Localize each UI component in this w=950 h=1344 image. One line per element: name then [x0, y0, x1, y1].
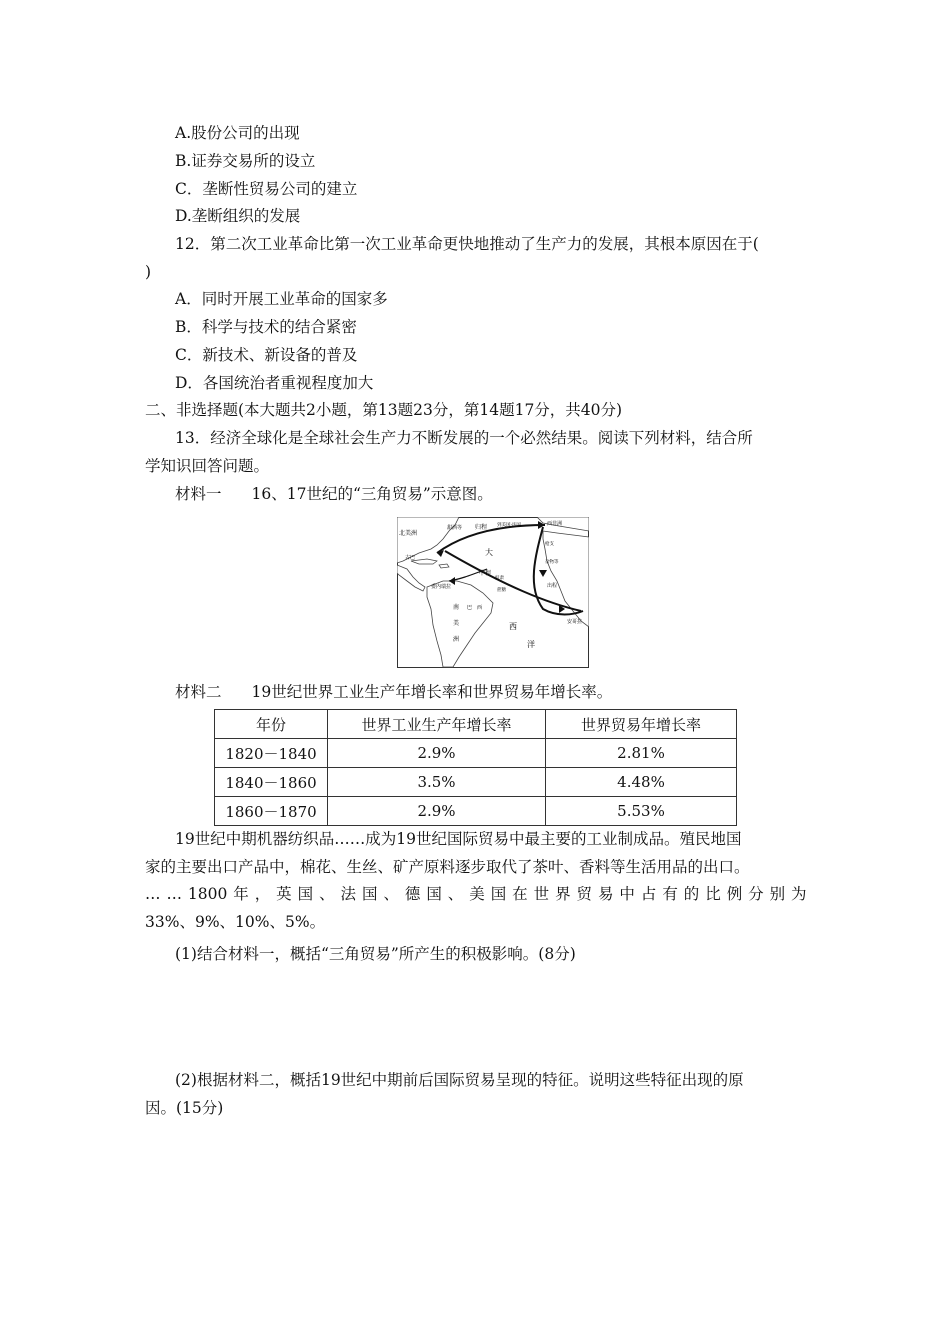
passage-token: 、	[319, 885, 335, 903]
growth-rate-table	[214, 709, 737, 826]
map-label-return-trip: 归程	[475, 524, 488, 531]
passage-token: 分	[748, 885, 764, 903]
passage-token: 有	[662, 885, 678, 903]
table-cell: 4.48%	[546, 768, 737, 797]
map-label-south-america-1: 南	[453, 604, 460, 611]
passage-token: 为	[791, 885, 807, 903]
q12-stem-continued: )	[145, 263, 152, 281]
passage-token: 贸	[576, 885, 593, 903]
map-label-north-america: 北美洲	[399, 530, 418, 537]
table-row	[215, 739, 737, 768]
passage-token: 英	[276, 885, 292, 903]
map-label-ocean-3: 洋	[527, 640, 535, 649]
map-label-angola: 安哥拉	[567, 619, 583, 625]
q11-option-c: C．垄断性贸易公司的建立	[175, 180, 358, 198]
q13-intro: 13．经济全球化是全球社会生产力不断发展的一个必然结果。阅读下列材料，结合所	[175, 429, 753, 447]
material2-caption	[175, 682, 612, 702]
material1-caption	[175, 484, 493, 504]
passage-token: 国	[297, 885, 314, 903]
map-label-brazil-1: 巴	[467, 605, 473, 611]
table-row	[215, 797, 737, 826]
q13-intro-continued: 学知识回答问题。	[145, 457, 270, 475]
passage-token: 国	[426, 885, 442, 903]
caribbean-island	[439, 564, 449, 568]
table-header-cell: 世界工业生产年增长率	[328, 710, 546, 739]
triangular-trade-map	[397, 517, 589, 668]
sub-question-2: (2)根据材料二，概括19世纪中期前后国际贸易呈现的特征。说明这些特征出现的原	[175, 1071, 744, 1089]
map-label-middle-passage: 中程	[479, 570, 492, 577]
passage-token: 1800	[187, 885, 228, 903]
sub-question-2-continued: 因。(15分)	[145, 1099, 224, 1117]
passage-token: 界	[555, 885, 571, 903]
passage-token: 美	[469, 885, 485, 903]
table-cell: 1860－1870	[215, 797, 328, 826]
map-label-rum: 甜酒等	[447, 525, 463, 531]
table-cell: 2.9%	[328, 739, 546, 768]
material2-label: 材料二	[175, 683, 222, 701]
q11-option-a: A.股份公司的出现	[175, 124, 300, 142]
map-label-west-africa: 西非洲	[547, 521, 563, 527]
q12-option-d: D．各国统治者重视程度加大	[175, 374, 374, 392]
passage-token: 的	[683, 885, 700, 903]
material2-text: 19世纪世界工业生产年增长率和世界贸易年增长率。	[251, 683, 613, 701]
map-label-ocean-1: 大	[485, 548, 493, 557]
passage-token: …	[145, 885, 161, 903]
map-label-brazil-2: 西	[477, 605, 483, 611]
map-label-south-america-3: 洲	[453, 636, 460, 643]
table-header-cell: 世界贸易年增长率	[546, 710, 737, 739]
passage-token: 别	[769, 885, 786, 903]
map-label-goods: 杂物等	[545, 560, 559, 565]
map-label-to-europe: 到美国·法国	[497, 523, 521, 528]
table-cell: 3.5%	[328, 768, 546, 797]
q11-option-d: D.垄断组织的发展	[175, 207, 301, 225]
passage-token: 例	[726, 885, 743, 903]
table-row	[215, 768, 737, 797]
map-label-sugar: 蔗糖	[497, 588, 506, 593]
passage-token: 年	[233, 885, 249, 903]
passage-line-4: 33%、9%、10%、5%。	[145, 913, 326, 931]
section2-heading: 二、非选择题(本大题共2小题，第13题23分，第14题17分，共40分)	[145, 401, 623, 419]
passage-token: 在	[512, 885, 528, 903]
passage-token: 德	[404, 885, 421, 903]
map-label-outbound: 出程	[547, 583, 558, 589]
material1-text: 16、17世纪的“三角贸易”示意图。	[251, 485, 493, 503]
passage-token: 易	[597, 885, 614, 903]
map-label-south-america-2: 美	[453, 620, 460, 627]
passage-token: 国	[490, 885, 507, 903]
map-label-cuba: 古巴	[405, 555, 416, 561]
passage-token: 、	[447, 885, 464, 903]
passage-line-2: 家的主要出口产品中，棉花、生丝、矿产原料逐步取代了茶叶、香料等生活用品的出口。	[145, 858, 750, 876]
passage-line-1: 19世纪中期机器纺织品……成为19世纪国际贸易中最主要的工业制成品。殖民地国	[175, 830, 742, 848]
passage-token: 比	[705, 885, 721, 903]
q12-option-a: A．同时开展工业革命的国家多	[175, 290, 388, 308]
table-cell: 5.53%	[546, 797, 737, 826]
map-label-slaves: 奴隶	[495, 576, 504, 581]
passage-token: 国	[361, 885, 378, 903]
passage-token: …	[166, 885, 182, 903]
passage-line-3	[145, 884, 807, 904]
passage-token: 世	[533, 885, 550, 903]
q11-option-b: B.证券交易所的设立	[175, 152, 316, 170]
map-label-venezuela: 委内瑞拉	[431, 584, 452, 590]
passage-token: 法	[340, 885, 357, 903]
material1-label: 材料一	[175, 485, 222, 503]
q12-option-b: B．科学与技术的结合紧密	[175, 318, 357, 336]
map-label-guns: 枪支	[545, 542, 554, 547]
table-header-row	[215, 710, 737, 739]
table-cell: 2.9%	[328, 797, 546, 826]
passage-token: 占	[640, 885, 657, 903]
table-cell: 1840－1860	[215, 768, 328, 797]
passage-token: ，	[254, 885, 271, 903]
q12-option-c: C．新技术、新设备的普及	[175, 346, 358, 364]
table-cell: 2.81%	[546, 739, 737, 768]
table-header-cell: 年份	[215, 710, 328, 739]
passage-token: 、	[383, 885, 399, 903]
q12-stem: 12．第二次工业革命比第一次工业革命更快地推动了生产力的发展，其根本原因在于(	[175, 235, 759, 253]
passage-token: 中	[619, 885, 635, 903]
sub-question-1: (1)结合材料一，概括“三角贸易”所产生的积极影响。(8分)	[175, 945, 576, 963]
map-label-ocean-2: 西	[509, 622, 517, 631]
table-cell: 1820－1840	[215, 739, 328, 768]
